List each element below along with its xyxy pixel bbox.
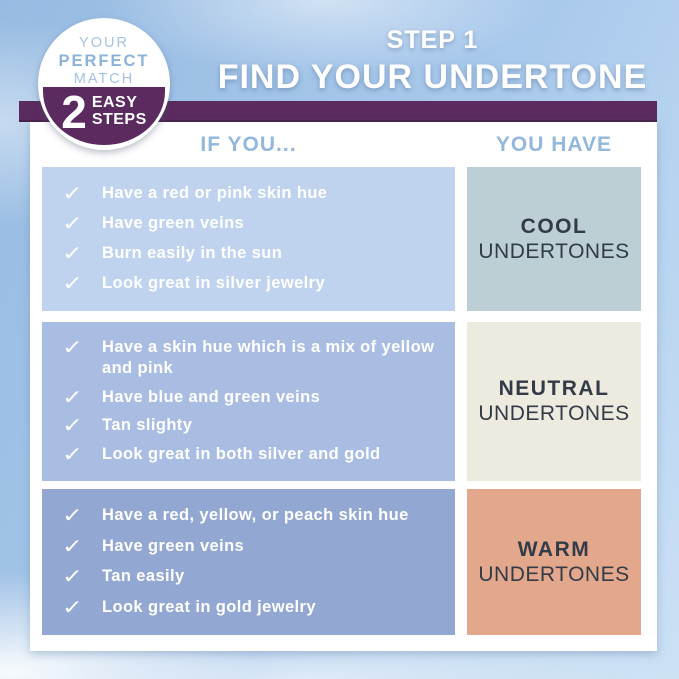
check-icon: ✓ [62,596,83,619]
step-label: STEP 1 [386,26,479,54]
list-item-text: Look great in gold jewelry [102,597,316,616]
list-item [42,597,447,619]
list-item [42,387,447,409]
list-item [42,536,447,558]
undertone-table-panel [30,122,657,651]
badge-steps-label [92,95,147,129]
list-item [42,213,447,235]
page-title-block [205,26,660,97]
result-title: NEUTRAL [498,377,610,400]
result-title: COOL [520,214,588,238]
badge-line-your: YOUR [79,35,129,51]
list-item [42,566,447,588]
badge-line-match: MATCH [73,70,135,87]
result-box-cool [467,167,641,311]
list-item [42,183,447,205]
check-icon: ✓ [62,505,83,528]
check-icon: ✓ [62,336,83,359]
result-box-neutral [467,322,641,481]
badge-steps-word-easy: EASY [91,94,138,111]
badge-text [38,18,170,87]
list-item-text: Tan slighty [102,416,193,435]
list-item-text: Tan easily [102,567,185,586]
criteria-box-neutral [42,322,455,481]
list-item-text: Have green veins [102,536,245,555]
list-item [42,243,447,265]
list-item-text: Have blue and green veins [102,387,321,406]
badge-steps-word-steps: STEPS [91,110,147,128]
result-box-warm [467,489,641,635]
result-title: WARM [517,537,591,561]
list-item [42,273,447,295]
result-subtitle: UNDERTONES [478,239,630,263]
perfect-match-badge [38,18,170,150]
column-header-if-you: IF YOU... [200,133,297,156]
check-icon: ✓ [62,213,83,235]
result-subtitle: UNDERTONES [478,402,630,425]
list-item-text: Look great in silver jewelry [102,274,326,292]
check-icon: ✓ [62,415,83,438]
list-item [42,337,447,380]
page-title: FIND YOUR UNDERTONE [217,58,648,96]
column-header-you-have: YOU HAVE [495,133,613,156]
criteria-box-warm [42,489,455,635]
list-item-text: Have a skin hue which is a mix of yellow and pink [102,337,435,378]
result-subtitle: UNDERTONES [478,562,630,586]
list-item-text: Burn easily in the sun [102,244,283,262]
list-item [42,415,447,437]
check-icon: ✓ [62,386,83,409]
badge-step-number: 2 [61,86,87,138]
check-icon: ✓ [62,535,83,558]
list-item-text: Have green veins [102,214,245,232]
list-item-text: Look great in both silver and gold [102,445,381,464]
check-icon: ✓ [62,444,83,467]
list-item-text: Have a red, yellow, or peach skin hue [102,506,409,525]
check-icon: ✓ [62,183,83,205]
check-icon: ✓ [62,273,83,295]
check-icon: ✓ [62,243,83,265]
badge-line-perfect: PERFECT [58,51,150,70]
list-item [42,444,447,466]
list-item [42,505,447,527]
check-icon: ✓ [62,566,83,589]
list-item-text: Have a red or pink skin hue [102,184,328,202]
criteria-box-cool [42,167,455,311]
